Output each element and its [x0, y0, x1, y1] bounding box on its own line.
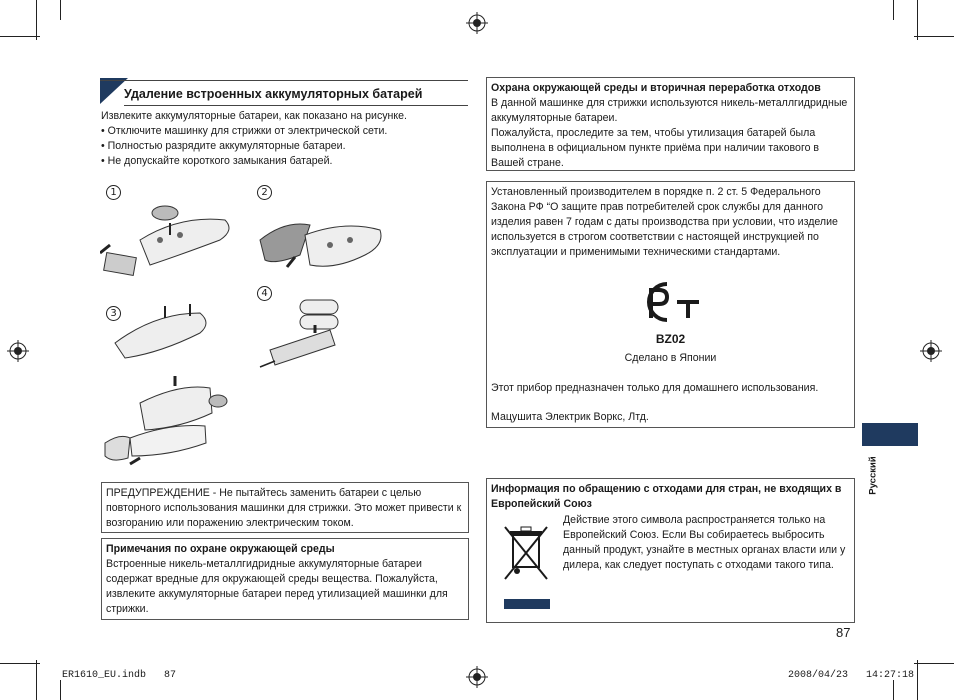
disposal-title: Информация по обращению с отходами для стран, не входящих в Европейский Союз	[491, 483, 842, 510]
env-notes-title: Примечания по охране окружающей среды	[106, 543, 335, 555]
step-4-illustration	[255, 295, 365, 375]
footer-timestamp: 2008/04/23 14:27:18	[788, 670, 915, 681]
env-notes-text: Встроенные никель-металлгидридные аккумуляторные батареи содержат вредные для окружающей среды вещества. Пожалуйста, извлеките аккумуляторные батареи перед утилизацией машинки для стрижки.	[106, 558, 448, 615]
weee-bar	[504, 599, 550, 609]
step-2-illustration	[255, 205, 395, 285]
section-title: Удаление встроенных аккумуляторных батарей	[124, 87, 423, 101]
env-notes-box	[101, 538, 469, 620]
crossed-bin-icon	[501, 523, 553, 583]
recycle-text: В данной машинке для стрижки используются никель-металлгидридные аккумуляторные батареи. Пожалуйста, проследите за тем, чтобы утилизация батарей была выполнена в официальном пункте приёма при наличии такового в Вашей стране.	[491, 97, 848, 169]
step-1-illustration	[100, 195, 240, 295]
manufacturer-text: Мацушита Электрик Воркс, Лтд.	[491, 411, 649, 423]
pct-certification-icon	[637, 278, 703, 326]
step-3-illustration	[100, 298, 230, 468]
warning-box	[101, 482, 469, 533]
list-item: • Не допускайте короткого замыкания батарей.	[101, 154, 471, 169]
intro-text: Извлеките аккумуляторные батареи, как показано на рисунке.	[101, 110, 407, 122]
disposal-box	[486, 478, 855, 623]
recycle-title: Охрана окружающей среды и вторичная переработка отходов	[491, 82, 821, 94]
language-tab-label: Русский	[867, 456, 879, 495]
step-number-3: 3	[106, 306, 121, 321]
section-title-bar	[100, 78, 468, 108]
warranty-box	[486, 181, 855, 428]
registration-mark-icon	[466, 12, 488, 34]
registration-mark-icon	[920, 340, 942, 362]
list-item: • Полностью разрядите аккумуляторные батареи.	[101, 139, 471, 154]
language-tab	[862, 423, 918, 446]
step-number-2: 2	[257, 185, 272, 200]
cert-code: BZ02	[655, 332, 686, 346]
warranty-text: Установленный производителем в порядке п. 2 ст. 5 Федерального Закона РФ “О защите прав потребителей срок службы для данного изделия равен 7 годам с даты производства при условии, что изделие используется в строгом соответствии с настоящей инструкцией по эксплуатации и применимыми техническими стандартами.	[491, 186, 838, 258]
step-number-1: 1	[106, 185, 121, 200]
recycle-box	[486, 77, 855, 171]
registration-mark-icon	[466, 666, 488, 688]
home-use-text: Этот прибор предназначен только для домашнего использования.	[491, 382, 819, 394]
disposal-text: Действие этого символа распространяется только на Европейский Союз. Если Вы собираетесь выбросить данный продукт, узнайте в местных органах власти или у дилера, как следует поступать с отходами такого типа.	[563, 514, 846, 571]
footer-file: ER1610_EU.indb 87	[62, 670, 177, 681]
warning-text: ПРЕДУПРЕЖДЕНИЕ - Не пытайтесь заменить батареи с целью повторного использования машинки для стрижки. Это может привести к возгоранию или поражению электрическим током.	[106, 487, 462, 529]
list-item: • Отключите машинку для стрижки от электрической сети.	[101, 124, 471, 139]
step-number-4: 4	[257, 286, 272, 301]
page-number: 87	[836, 625, 851, 640]
made-in-text: Сделано в Японии	[624, 352, 717, 364]
precaution-list	[101, 124, 471, 169]
registration-mark-icon	[7, 340, 29, 362]
